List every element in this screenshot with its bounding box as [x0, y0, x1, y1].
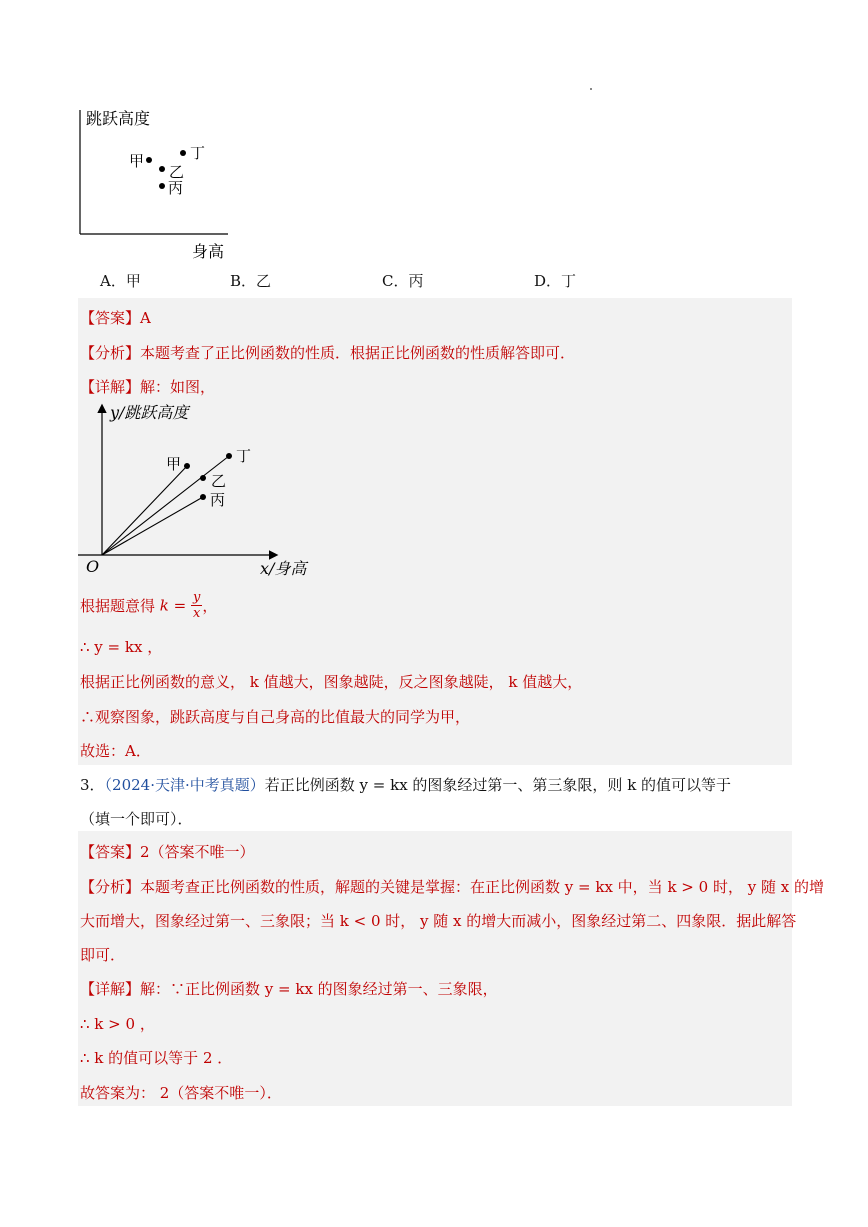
- option-b: B．乙: [230, 272, 272, 290]
- q2-k-line: [80, 590, 217, 621]
- q2-observe-line: ∴观察图象，跳跃高度与自己身高的比值最大的同学为甲，: [80, 708, 471, 726]
- option-d: D．丁: [534, 272, 577, 290]
- q3-stem-line-2: （填一个即可）．: [80, 810, 193, 828]
- fig2-point-ding: [226, 453, 232, 459]
- q3-detail-line-2: ∴ k > 0 ，: [80, 1015, 155, 1033]
- q2-detail-line: [80, 376, 215, 397]
- fig2-origin: O: [86, 557, 100, 576]
- q2-ykx-line: ∴ y = kx ，: [80, 638, 163, 656]
- figure-2-proportional-lines: [74, 398, 324, 583]
- q3-detail-tag: 【详解】: [80, 980, 141, 998]
- fig2-label-ding: 丁: [236, 447, 252, 465]
- q3-analysis-tag: 【分析】: [80, 878, 141, 896]
- figure-1-scatter: [72, 100, 242, 265]
- q2-frac-num: y: [193, 590, 201, 605]
- fig2-label-bing: 丙: [210, 491, 226, 509]
- fig1-label-ding: 丁: [190, 144, 206, 162]
- fig2-y-label: y/跳跃高度: [110, 403, 189, 422]
- q2-k-math: k =: [159, 596, 187, 615]
- fig1-point-jia: [146, 157, 152, 163]
- q2-analysis: 本题考查了正比例函数的性质．根据正比例函数的性质解答即可．: [140, 344, 576, 362]
- fig2-point-jia: [184, 463, 190, 469]
- q3-answer: 2（答案不唯一）: [140, 843, 255, 861]
- fig1-point-ding: [180, 150, 186, 156]
- fig2-label-yi: 乙: [211, 472, 227, 490]
- q3-analysis-1: 本题考查正比例函数的性质，解题的关键是掌握：在正比例函数 y = kx 中，当 k > 0 时， y 随 x 的增: [140, 878, 824, 896]
- q2-detail-tag: 【详解】: [80, 378, 141, 396]
- q2-answer: A: [140, 309, 151, 327]
- fig1-label-bing: 丙: [168, 179, 184, 197]
- q2-k-fraction: [191, 590, 202, 621]
- fig2-point-yi: [200, 475, 206, 481]
- q2-analysis-line: [80, 342, 575, 363]
- q3-answer-line: [80, 841, 255, 862]
- q2-analysis-tag: 【分析】: [80, 344, 141, 362]
- q3-analysis-line-1: [80, 876, 824, 897]
- q2-choose-line: 故选：A．: [80, 742, 151, 760]
- fig2-x-label: x/身高: [260, 559, 307, 578]
- fig1-label-jia: 甲: [129, 152, 145, 170]
- q2-answer-tag: 【答案】: [80, 309, 141, 327]
- q2-k-suffix: ，: [202, 597, 218, 615]
- q3-analysis-line-3: 即可．: [80, 946, 126, 964]
- option-c: C．丙: [382, 272, 424, 290]
- q2-k-prefix: 根据题意得: [80, 597, 156, 615]
- fig2-point-bing: [200, 494, 206, 500]
- q3-detail-line-4: 故答案为： 2（答案不唯一）．: [80, 1084, 282, 1102]
- q3-detail-line-3: ∴ k 的值可以等于 2 ．: [80, 1049, 233, 1067]
- fig1-label-yi: 乙: [169, 163, 185, 181]
- q2-meaning-line: 根据正比例函数的意义， k 值越大，图象越陡，反之图象越陡， k 值越大，: [80, 673, 583, 691]
- q3-analysis-line-2: 大而增大，图象经过第一、三象限；当 k < 0 时， y 随 x 的增大而减小，图象经过第二、四象限．据此解答: [80, 912, 797, 930]
- fig1-y-label: 跳跃高度: [86, 109, 151, 128]
- q3-stem-1: 若正比例函数 y = kx 的图象经过第一、第三象限，则 k 的值可以等于: [264, 776, 732, 794]
- q3-detail-1: 解：∵正比例函数 y = kx 的图象经过第一、三象限，: [140, 980, 498, 998]
- q3-source: （2024·天津·中考真题）: [104, 776, 265, 794]
- fig1-x-label: 身高: [192, 242, 225, 261]
- fig1-point-yi: [159, 166, 165, 172]
- q3-stem-line-1: [80, 774, 731, 795]
- stray-dot: [590, 88, 592, 90]
- fig1-point-bing: [159, 183, 165, 189]
- q3-answer-tag: 【答案】: [80, 843, 141, 861]
- fig2-label-jia: 甲: [166, 455, 182, 473]
- q3-number: 3．: [80, 776, 105, 794]
- q2-detail-intro: 解：如图，: [140, 378, 216, 396]
- q2-frac-den: x: [193, 606, 201, 621]
- q2-answer-line: [80, 307, 151, 328]
- q3-detail-line-1: [80, 978, 498, 999]
- option-a: A．甲: [100, 272, 141, 290]
